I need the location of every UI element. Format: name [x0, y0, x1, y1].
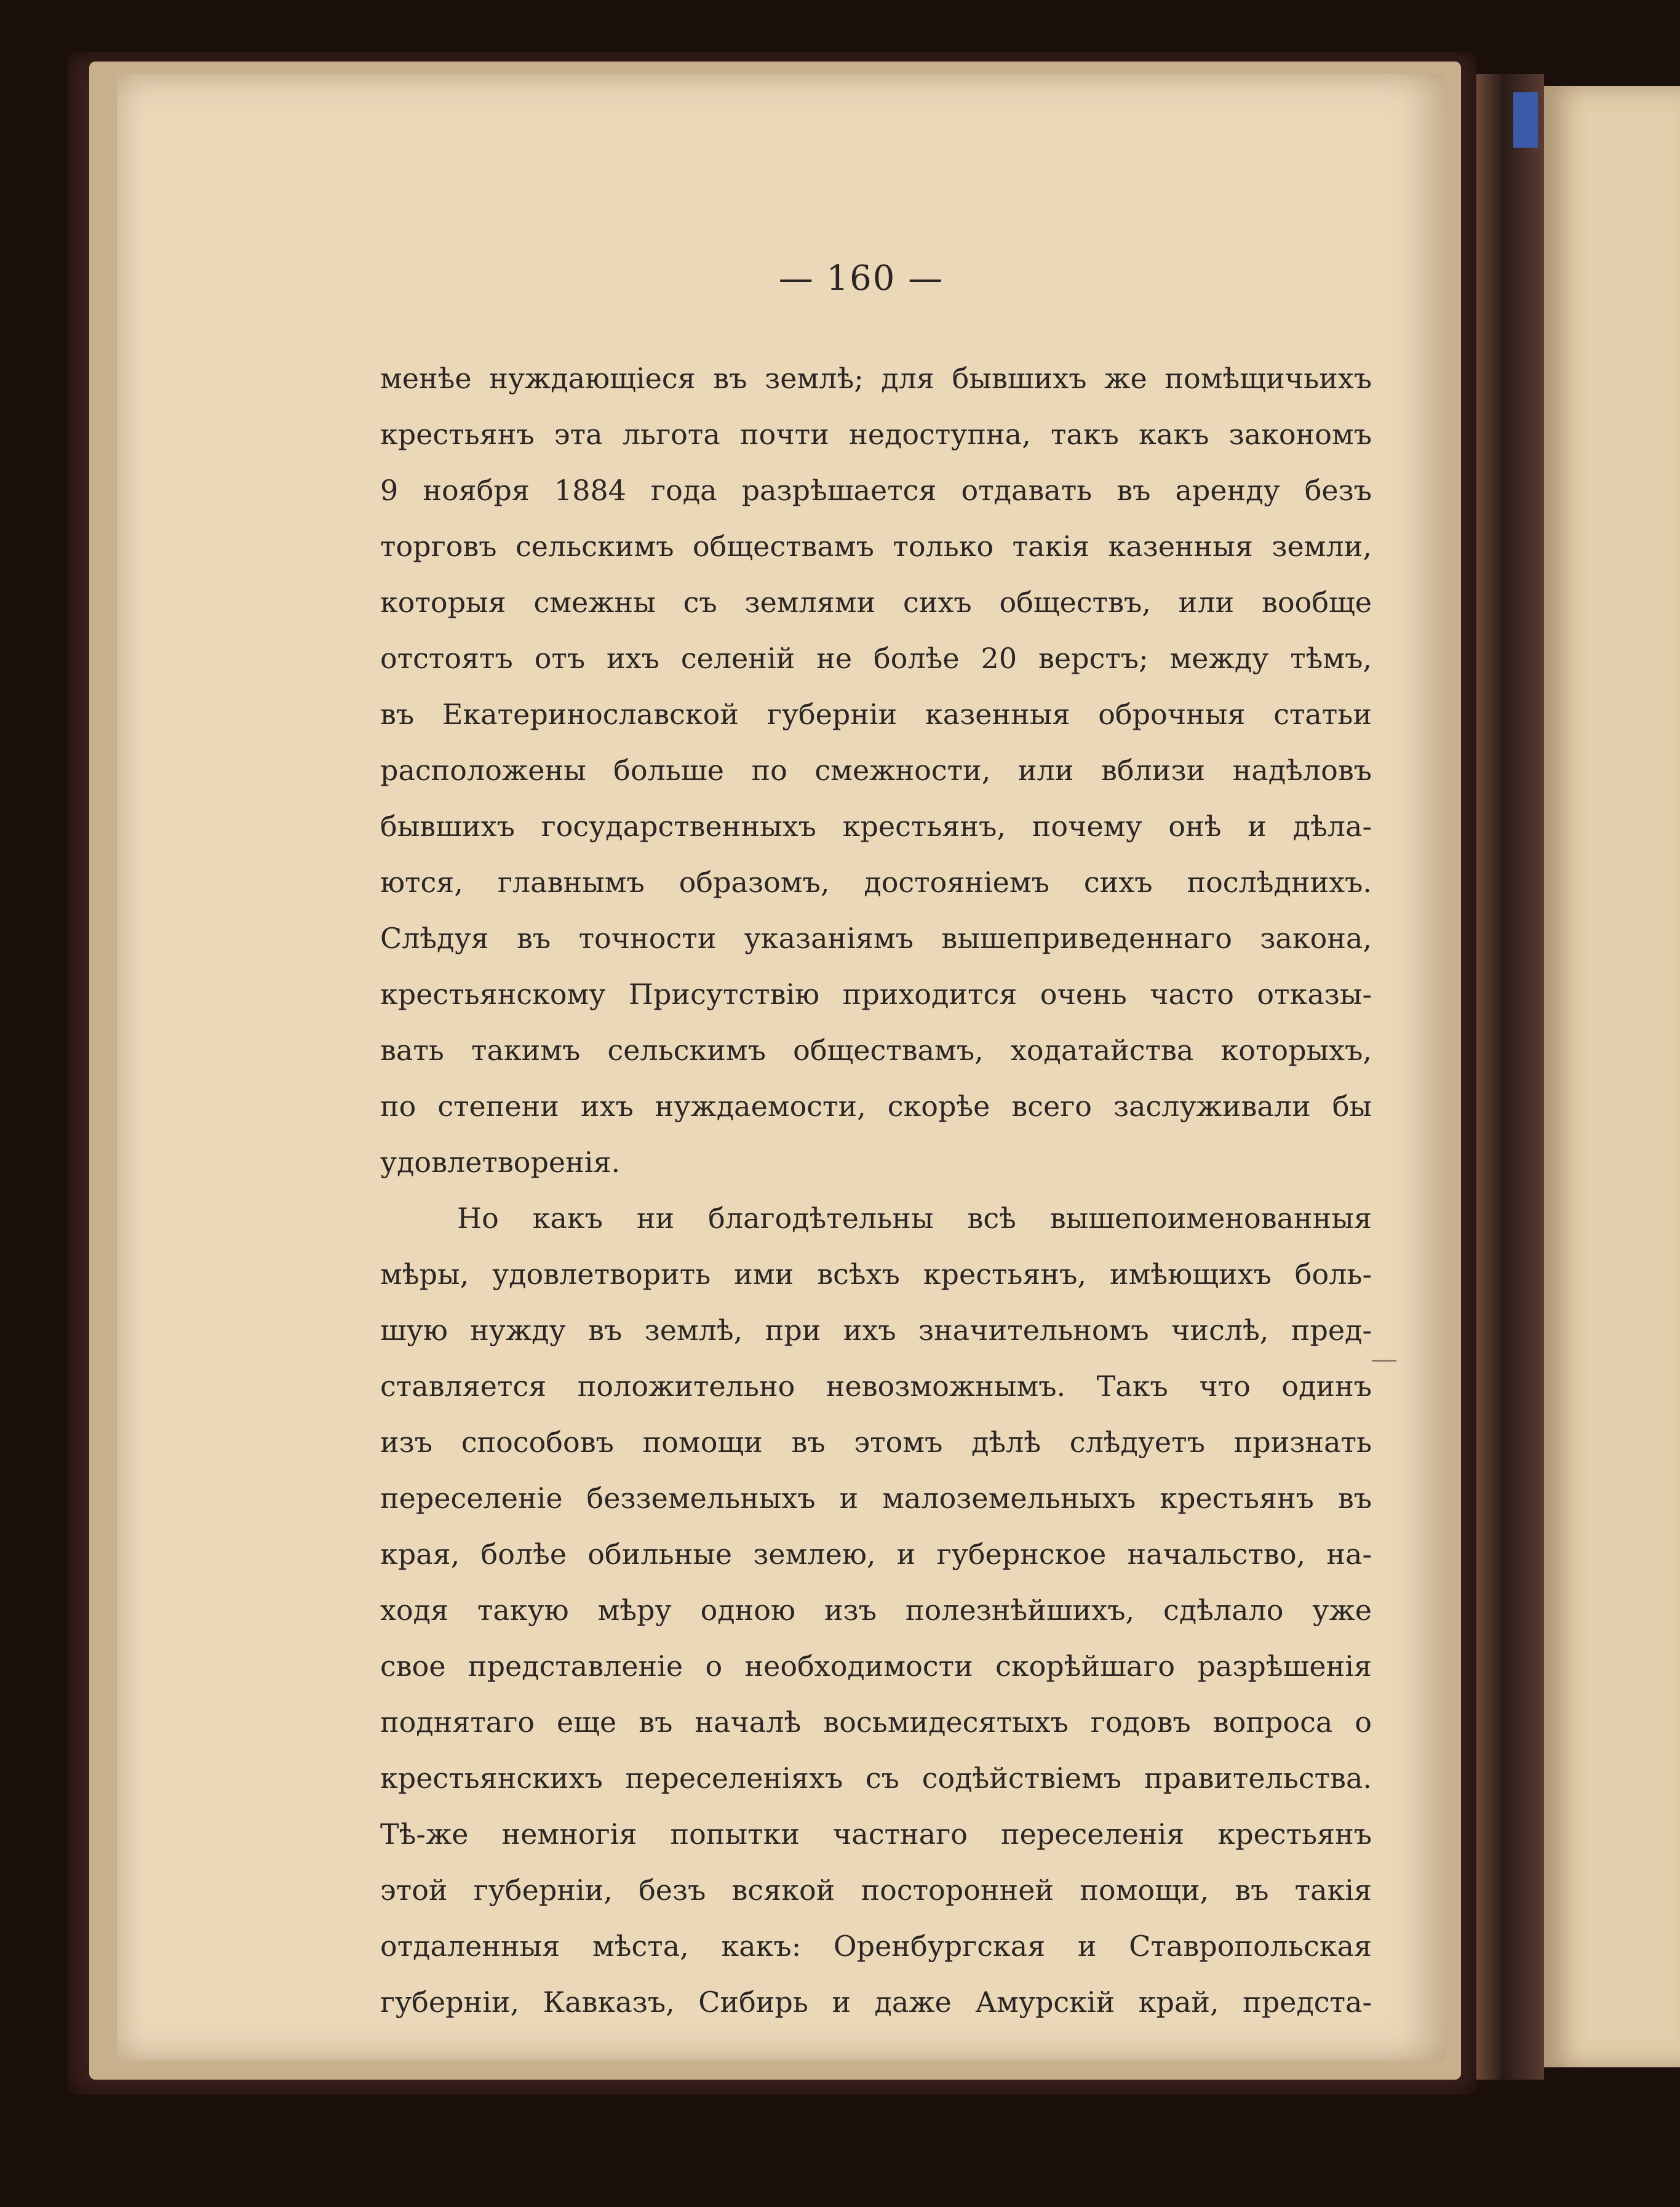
text-line: крестьянскому Присутствію приходится очень часто отказы-	[380, 978, 1372, 1011]
text-line: которыя смежны съ землями сихъ обществъ, или вообще	[380, 586, 1372, 619]
text-line: удовлетворенія.	[380, 1146, 621, 1179]
text-line: по степени ихъ нуждаемости, скорѣе всего заслуживали бы	[380, 1090, 1372, 1123]
text-line: торговъ сельскимъ обществамъ только такія казенныя земли,	[380, 530, 1372, 563]
text-line: Но какъ ни благодѣтельны всѣ вышепоименованныя	[457, 1202, 1372, 1235]
text-line: вать такимъ сельскимъ обществамъ, ходатайства которыхъ,	[380, 1034, 1372, 1067]
text-line: отстоятъ отъ ихъ селеній не болѣе 20 верстъ; между тѣмъ,	[380, 642, 1372, 675]
margin-mark	[1372, 1360, 1396, 1362]
facing-page	[1544, 86, 1680, 2067]
text-line: этой губерніи, безъ всякой посторонней помощи, въ такія	[380, 1874, 1372, 1907]
text-line: крестьянскихъ переселеніяхъ съ содѣйствіемъ правительства.	[380, 1762, 1372, 1795]
page-number: — 160 —	[778, 258, 944, 298]
text-line: мѣры, удовлетворить ими всѣхъ крестьянъ, имѣющихъ боль-	[380, 1258, 1372, 1291]
text-line: ставляется положительно невозможнымъ. Такъ что одинъ	[380, 1370, 1372, 1403]
text-line: Слѣдуя въ точности указаніямъ вышеприведеннаго закона,	[380, 922, 1372, 955]
text-line: отдаленныя мѣста, какъ: Оренбургская и Ставропольская	[380, 1930, 1372, 1963]
text-line: расположены больше по смежности, или вблизи надѣловъ	[380, 754, 1372, 787]
text-line: Тѣ-же немногія попытки частнаго переселенія крестьянъ	[380, 1818, 1372, 1851]
text-line: шую нужду въ землѣ, при ихъ значительномъ числѣ, пред-	[380, 1314, 1372, 1347]
text-line: изъ способовъ помощи въ этомъ дѣлѣ слѣдуетъ признать	[380, 1426, 1372, 1459]
text-line: свое представленіе о необходимости скорѣйшаго разрѣшенія	[380, 1650, 1372, 1683]
text-line: въ Екатеринославской губерніи казенныя оброчныя статьи	[380, 698, 1372, 731]
page-text	[380, 351, 1372, 2030]
text-line: ходя такую мѣру одною изъ полезнѣйшихъ, сдѣлало уже	[380, 1594, 1372, 1627]
text-line: менѣе нуждающіеся въ землѣ; для бывшихъ же помѣщичьихъ	[380, 362, 1372, 395]
text-line: 9 ноября 1884 года разрѣшается отдавать въ аренду безъ	[380, 474, 1372, 507]
text-line: бывшихъ государственныхъ крестьянъ, почему онѣ и дѣла-	[380, 810, 1372, 843]
book-gutter	[1476, 74, 1544, 2080]
text-line: поднятаго еще въ началѣ восьмидесятыхъ годовъ вопроса о	[380, 1706, 1372, 1739]
text-line: ются, главнымъ образомъ, достояніемъ сихъ послѣднихъ.	[380, 866, 1372, 899]
text-line: переселеніе безземельныхъ и малоземельныхъ крестьянъ въ	[380, 1482, 1372, 1515]
text-line: крестьянъ эта льгота почти недоступна, такъ какъ закономъ	[380, 418, 1372, 451]
bookmark-tab	[1513, 92, 1538, 148]
text-line: края, болѣе обильные землею, и губернское начальство, на-	[380, 1538, 1372, 1571]
text-line: губерніи, Кавказъ, Сибирь и даже Амурскій край, предста-	[380, 1986, 1372, 2019]
